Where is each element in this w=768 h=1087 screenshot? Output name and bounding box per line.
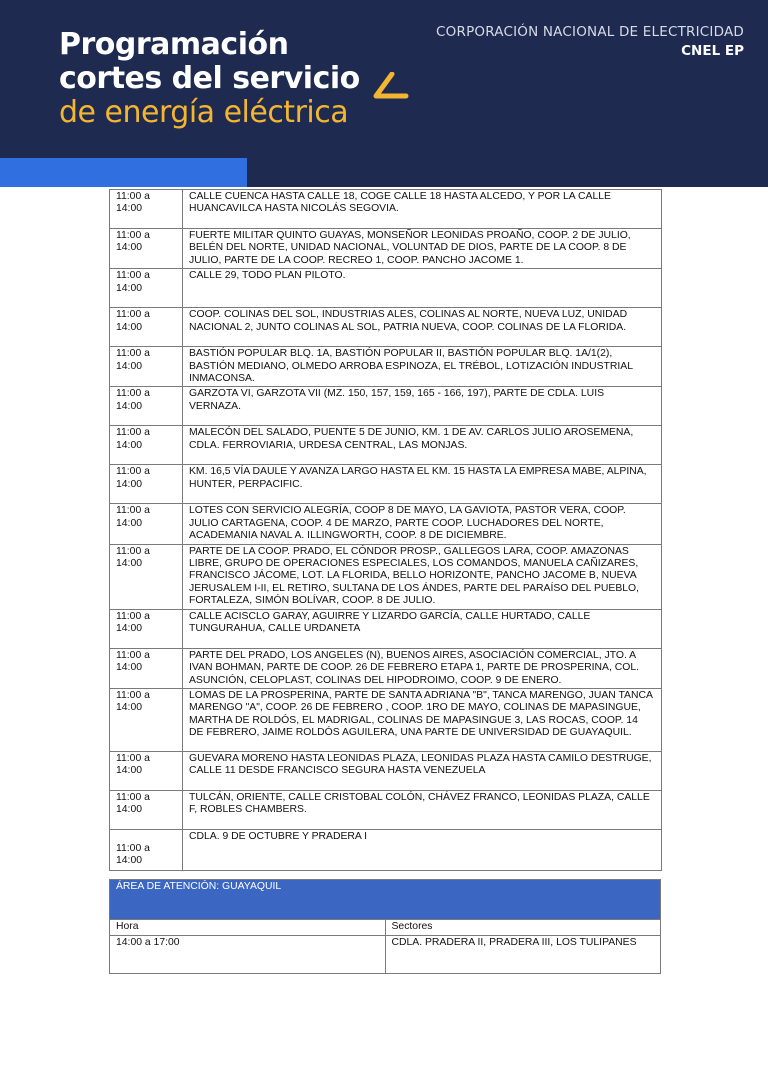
table-row (110, 688, 662, 751)
row-sectores: KM. 16,5 VÍA DAULE Y AVANZA LARGO HASTA EL KM. 15 HASTA LA EMPRESA MABE, ALPINA, HUNTER, PERPACIFIC. (183, 465, 662, 504)
column-header-sectores: Sectores (385, 920, 661, 936)
row-hora: 11:00 a 14:00 (110, 229, 183, 269)
area-table (109, 879, 661, 974)
row-sectores: CALLE CUENCA HASTA CALLE 18, COGE CALLE 18 HASTA ALCEDO, Y POR LA CALLE HUANCAVILCA HASTA NICOLÁS SEGOVIA. (183, 190, 662, 229)
row-hora: 11:00 a 14:00 (110, 688, 183, 751)
table-row (110, 751, 662, 790)
row-hora: 11:00 a 14:00 (110, 504, 183, 544)
table-row (110, 347, 662, 387)
table-row (110, 308, 662, 347)
table-row (110, 648, 662, 688)
table-row (110, 426, 662, 465)
row-sectores: CDLA. 9 DE OCTUBRE Y PRADERA I (183, 829, 662, 870)
table-row (110, 387, 662, 426)
table-row (110, 269, 662, 308)
row-hora: 11:00 a 14:00 (110, 751, 183, 790)
organization-label (436, 24, 744, 59)
table-row (110, 790, 662, 829)
brand-accent-icon (370, 72, 410, 102)
row-sectores: GUEVARA MORENO HASTA LEONIDAS PLAZA, LEONIDAS PLAZA HASTA CAMILO DESTRUGE, CALLE 11 DESDE FRANCISCO SEGURA HASTA VENEZUELA (183, 751, 662, 790)
table-row (110, 229, 662, 269)
table-row (110, 504, 662, 544)
row-hora: 11:00 a 14:00 (110, 387, 183, 426)
table-row (110, 936, 661, 974)
row-hora: 11:00 a 14:00 (110, 465, 183, 504)
row-hora: 11:00 a 14:00 (110, 426, 183, 465)
column-header-row (110, 920, 661, 936)
row-sectores: MALECÓN DEL SALADO, PUENTE 5 DE JUNIO, KM. 1 DE AV. CARLOS JULIO AROSEMENA, CDLA. FERROVIARIA, URDESA CENTRAL, LAS MONJAS. (183, 426, 662, 465)
row-sectores: TULCÁN, ORIENTE, CALLE CRISTOBAL COLÓN, CHÁVEZ FRANCO, LEONIDAS PLAZA, CALLE F, ROBLES CHAMBERS. (183, 790, 662, 829)
title-line-2: cortes del servicio (59, 61, 360, 96)
schedule-table (109, 189, 662, 871)
area-header-row (110, 880, 661, 920)
row-sectores: LOMAS DE LA PROSPERINA, PARTE DE SANTA ADRIANA "B", TANCA MARENGO, JUAN TANCA MARENGO "A", COOP. 26 DE FEBRERO , COOP. 1RO DE MAYO, COLINAS DE MAPASINGUE, MARTHA DE ROLDÓS, EL MADRIGAL, COLINAS DE MAPASINGUE 3, LAS ROCAS, COOP. 14 DE FEBRERO, JAIME ROLDÓS AGUILERA, UNA PARTE DE UNIVERSIDAD DE GUAYAQUIL. (183, 688, 662, 751)
org-name: CORPORACIÓN NACIONAL DE ELECTRICIDAD (436, 24, 744, 40)
row-hora: 11:00 a 14:00 (110, 609, 183, 648)
table-row (110, 190, 662, 229)
area-title: ÁREA DE ATENCIÓN: GUAYAQUIL (110, 880, 661, 920)
row-sectores: CALLE 29, TODO PLAN PILOTO. (183, 269, 662, 308)
row-sectores: CALLE ACISCLO GARAY, AGUIRRE Y LIZARDO GARCÍA, CALLE HURTADO, CALLE TUNGURAHUA, CALLE URDANETA (183, 609, 662, 648)
table-row (110, 829, 662, 870)
title-line-1: Programación (59, 27, 289, 62)
org-short-name: CNEL EP (681, 43, 744, 59)
row-hora: 11:00 a 14:00 (110, 190, 183, 229)
row-sectores: LOTES CON SERVICIO ALEGRÍA, COOP 8 DE MAYO, LA GAVIOTA, PASTOR VERA, COOP. JULIO CARTAGENA, COOP. 4 DE MARZO, PARTE COOP. LUCHADORES DEL NORTE, ACADEMANIA NAVAL A. ILLINGWORTH, COOP. 8 DE DICIEMBRE. (183, 504, 662, 544)
table-row (110, 609, 662, 648)
row-hora: 11:00 a 14:00 (110, 544, 183, 609)
page-header (0, 0, 768, 187)
row-sectores: PARTE DEL PRADO, LOS ANGELES (N), BUENOS AIRES, ASOCIACIÓN COMERCIAL, JTO. A IVAN BOHMAN, PARTE DE COOP. 26 DE FEBRERO ETAPA 1, PARTE DE PROSPERINA, COL. ASUNCIÓN, CELOPLAST, COLINAS DEL HIPODROIMO, COOP. 9 DE ENERO. (183, 648, 662, 688)
row-sectores: CDLA. PRADERA II, PRADERA III, LOS TULIPANES (385, 936, 661, 974)
row-hora: 11:00 a 14:00 (110, 269, 183, 308)
row-hora: 11:00 a 14:00 (110, 829, 183, 870)
row-sectores: BASTIÓN POPULAR BLQ. 1A, BASTIÓN POPULAR II, BASTIÓN POPULAR BLQ. 1A/1(2), BASTIÓN MEDIANO, OLMEDO ARROBA ESPINOZA, EL TRÉBOL, LOTIZACIÓN INDUSTRIAL INMACONSA. (183, 347, 662, 387)
row-sectores: COOP. COLINAS DEL SOL, INDUSTRIAS ALES, COLINAS AL NORTE, NUEVA LUZ, UNIDAD NACIONAL 2, JUNTO COLINAS AL SOL, PATRIA NUEVA, COOP. COLINAS DE LA FLORIDA. (183, 308, 662, 347)
row-hora: 14:00 a 17:00 (110, 936, 386, 974)
row-hora: 11:00 a 14:00 (110, 790, 183, 829)
title-line-3: de energía eléctrica (59, 95, 349, 130)
row-hora: 11:00 a 14:00 (110, 648, 183, 688)
row-sectores: GARZOTA VI, GARZOTA VII (MZ. 150, 157, 159, 165 - 166, 197), PARTE DE CDLA. LUIS VERNAZA. (183, 387, 662, 426)
row-hora: 11:00 a 14:00 (110, 308, 183, 347)
table-row (110, 465, 662, 504)
table-row (110, 544, 662, 609)
row-sectores: FUERTE MILITAR QUINTO GUAYAS, MONSEÑOR LEONIDAS PROAÑO, COOP. 2 DE JULIO, BELÉN DEL NORTE, UNIDAD NACIONAL, VOLUNTAD DE DIOS, PARTE DE LA COOP. 8 DE JULIO, PARTE DE LA COOP. RECREO 1, COOP. PANCHO JACOME 1. (183, 229, 662, 269)
column-header-hora: Hora (110, 920, 386, 936)
row-sectores: PARTE DE LA COOP. PRADO, EL CÓNDOR PROSP., GALLEGOS LARA, COOP. AMAZONAS LIBRE, GRUPO DE OPERACIONES ESPECIALES, LOS COMANDOS, MANUELA CAÑIZARES, FRANCISCO JÁCOME, LOT. LA FLORIDA, BELLO HORIZONTE, PANCHO JACOME B, NUEVA JERUSALEM I-II, EL RETIRO, SULTANA DE LOS ÁNDES, PARTE DEL PARAÍSO DEL PUEBLO, FORTALEZA, SIMÓN BOLÍVAR, COOP. 8 DE JULIO. (183, 544, 662, 609)
row-hora: 11:00 a 14:00 (110, 347, 183, 387)
page-title (59, 28, 360, 130)
header-blue-tab (0, 158, 247, 187)
